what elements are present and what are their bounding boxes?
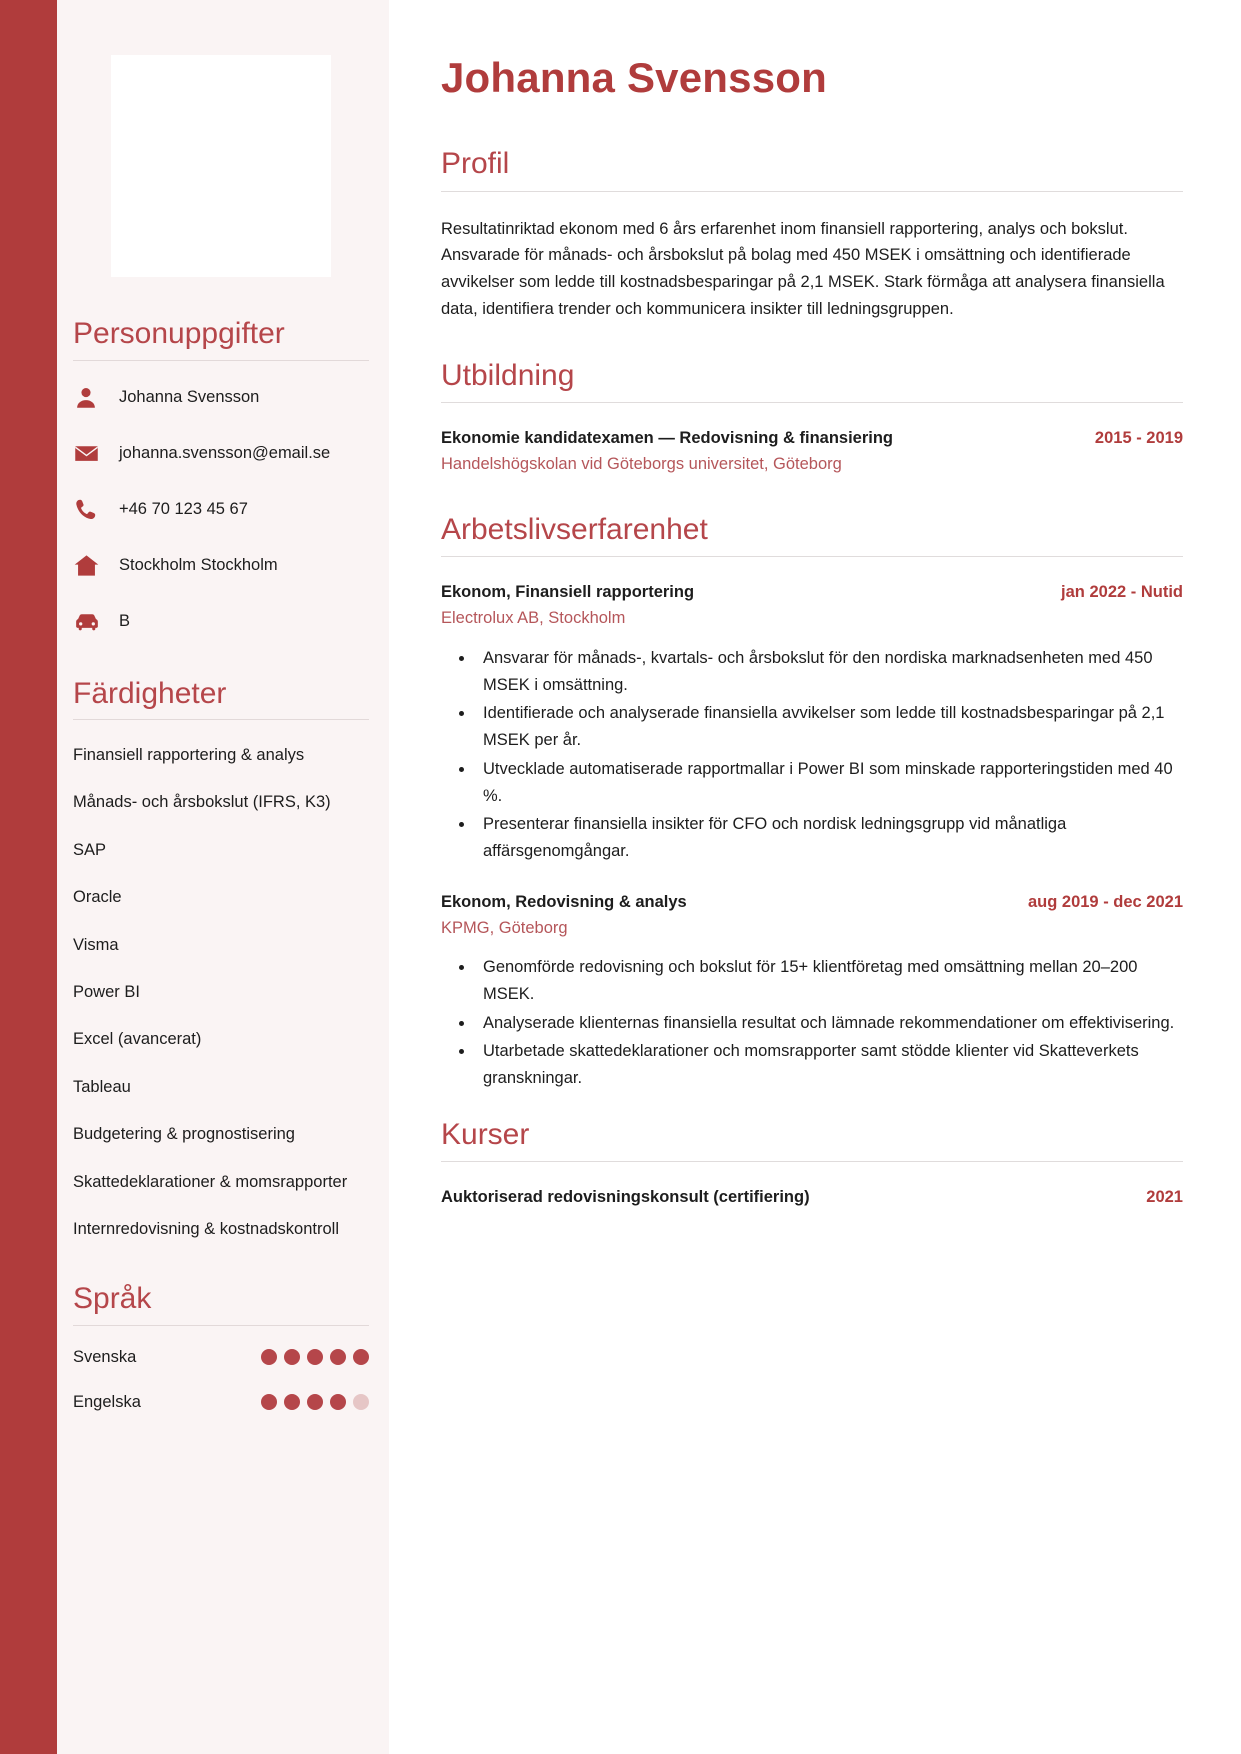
contact-row-name	[73, 383, 369, 413]
profile-heading: Profil	[441, 147, 510, 181]
contact-value-address: Stockholm Stockholm	[119, 555, 278, 574]
skill-item: Finansiell rapportering & analys	[73, 746, 305, 764]
course-entry-title: Auktoriserad redovisningskonsult (certifiering)	[441, 1188, 810, 1207]
language-name: Svenska	[73, 1347, 137, 1366]
personal-details-heading: Personuppgifter	[73, 317, 285, 350]
contact-row-phone	[73, 495, 369, 525]
phone-icon	[73, 497, 107, 523]
contact-value-email: johanna.svensson@email.se	[119, 443, 331, 462]
divider	[441, 1161, 1183, 1162]
bullet-item: • Presenterar finansiella insikter för CFO och nordisk ledningsgrupp vid månatliga affärsgenomgångar.	[475, 811, 1183, 864]
language-row	[73, 1348, 369, 1367]
contact-value-driving-license: B	[119, 611, 131, 630]
left-accent-stripe	[0, 0, 57, 1754]
sidebar	[57, 0, 389, 1754]
language-name: Engelska	[73, 1392, 141, 1411]
profile-photo	[111, 55, 331, 277]
contact-value-phone: +46 70 123 45 67	[119, 499, 248, 518]
level-dot-filled	[330, 1349, 346, 1365]
bullet-item: • Genomförde redovisning och bokslut för 15+ klientföretag med omsättning mellan 20–200 MSEK.	[475, 954, 1183, 1007]
language-level-dots	[261, 1349, 369, 1365]
level-dot-filled	[307, 1394, 323, 1410]
skill-item: Tableau	[73, 1077, 131, 1096]
skill-item: Skattedeklarationer & momsrapporter	[73, 1172, 348, 1191]
education-heading: Utbildning	[441, 358, 575, 392]
section-languages	[73, 1282, 369, 1412]
languages-heading: Språk	[73, 1282, 152, 1316]
photo-container	[57, 0, 389, 277]
experience-entry-title: Ekonom, Finansiell rapportering	[441, 583, 695, 602]
education-entry-date: 2015 - 2019	[1094, 429, 1183, 448]
contact-value-name: Johanna Svensson	[119, 387, 260, 406]
level-dot-filled	[330, 1394, 346, 1410]
skill-item: Internredovisning & kostnadskontroll	[73, 1219, 339, 1238]
main-content	[389, 0, 1241, 1754]
section-courses	[441, 1118, 1183, 1210]
experience-entry-title: Ekonom, Redovisning & analys	[441, 892, 687, 911]
skill-item: SAP	[73, 840, 107, 859]
language-row	[73, 1393, 369, 1412]
bullet-item: • Utvecklade automatiserade rapportmallar i Power BI som minskade rapporteringstiden med 40 %.	[475, 756, 1183, 809]
section-experience	[441, 513, 1183, 1092]
section-education	[441, 359, 1183, 513]
skill-item: Power BI	[73, 982, 140, 1001]
course-entry	[441, 1186, 1183, 1210]
level-dot-filled	[261, 1349, 277, 1365]
divider	[73, 360, 369, 361]
education-entry	[441, 427, 1183, 477]
bullet-item: • Analyserade klienternas finansiella resultat och lämnade rekommendationer om effektivisering.	[475, 1010, 1183, 1037]
course-entry-date: 2021	[1146, 1188, 1183, 1207]
skill-item: Excel (avancerat)	[73, 1030, 202, 1049]
divider	[73, 719, 369, 720]
bullet-item: • Identifierade och analyserade finansiella avvikelser som ledde till kostnadsbesparingar på 2,1 MSEK per år.	[475, 700, 1183, 753]
experience-entry-employer: Electrolux AB, Stockholm	[441, 609, 626, 628]
section-personal-details	[73, 317, 369, 637]
level-dot-filled	[307, 1349, 323, 1365]
level-dot-filled	[261, 1394, 277, 1410]
section-skills	[73, 677, 369, 1243]
experience-heading: Arbetslivserfarenhet	[441, 512, 708, 546]
courses-heading: Kurser	[441, 1117, 530, 1151]
level-dot-filled	[284, 1394, 300, 1410]
experience-entry-date: jan 2022 - Nutid	[1061, 583, 1183, 602]
skill-item: Budgetering & prognostisering	[73, 1125, 295, 1144]
divider	[441, 556, 1183, 557]
page-title: Johanna Svensson	[441, 54, 827, 101]
experience-entry	[441, 891, 1183, 1092]
experience-bullet-list	[441, 954, 1183, 1092]
profile-text: Resultatinriktad ekonom med 6 års erfarenhet inom finansiell rapportering, analys och bokslut. Ansvarade för månads- och årsbokslut på bolag med 450 MSEK i omsättning och identifierade avvikelser som ledde till kostnadsbesparingar på 2,1 MSEK. Stark förmåga att analysera finansiella data, identifiera trender och kommunicera insikter till ledningsgruppen.	[441, 219, 1165, 318]
experience-entry-date: aug 2019 - dec 2021	[1027, 892, 1183, 911]
experience-entry-employer: KPMG, Göteborg	[441, 918, 568, 937]
level-dot-filled	[353, 1349, 369, 1365]
car-icon	[73, 608, 107, 636]
experience-bullet-list	[441, 645, 1183, 865]
language-level-dots	[261, 1394, 369, 1410]
skill-item: Visma	[73, 935, 119, 954]
contact-row-driving-license	[73, 607, 369, 637]
skills-heading: Färdigheter	[73, 676, 227, 710]
section-profile	[441, 147, 1183, 322]
bullet-item: • Utarbetade skattedeklarationer och momsrapporter samt stödde klienter vid Skatteverkets granskningar.	[475, 1038, 1183, 1091]
divider	[441, 191, 1183, 192]
home-icon	[73, 552, 107, 579]
level-dot-filled	[284, 1349, 300, 1365]
bullet-item: • Ansvarar för månads-, kvartals- och årsbokslut för den nordiska marknadsenheten med 450 MSEK i omsättning.	[475, 645, 1183, 698]
divider	[441, 402, 1183, 403]
contact-row-email	[73, 439, 369, 469]
education-entry-institution: Handelshögskolan vid Göteborgs universitet, Göteborg	[441, 454, 842, 473]
education-entry-title: Ekonomie kandidatexamen — Redovisning & finansiering	[441, 429, 894, 448]
divider	[73, 1325, 369, 1326]
skill-item: Oracle	[73, 888, 122, 907]
experience-entry	[441, 581, 1183, 864]
level-dot-empty	[353, 1394, 369, 1410]
skill-item: Månads- och årsbokslut (IFRS, K3)	[73, 793, 331, 812]
envelope-icon	[73, 440, 107, 467]
person-icon	[73, 385, 107, 411]
contact-row-address	[73, 551, 369, 581]
